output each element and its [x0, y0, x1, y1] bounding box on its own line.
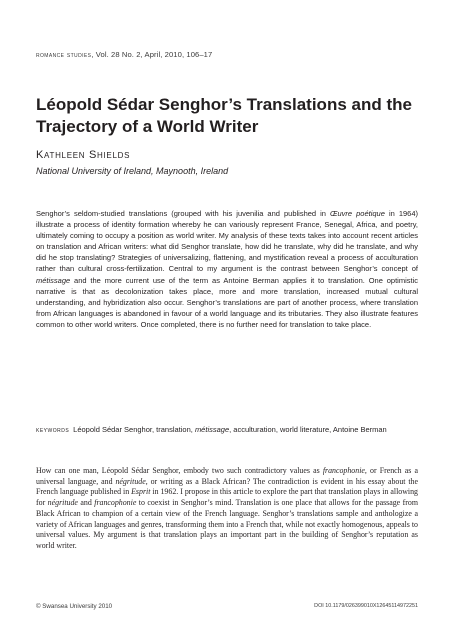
body-paragraph — [36, 466, 418, 552]
keywords-text: , acculturation, world literature, Antoine Berman — [229, 425, 387, 434]
body-text: in 1962. I propose in this article to explore the part that translation plays in allowing for — [36, 487, 418, 508]
abstract-italic-term: métissage — [36, 275, 71, 285]
body-italic: négritude — [115, 476, 146, 486]
journal-volume-issue: , Vol. 28 No. 2, April, 2010, 106–17 — [91, 50, 213, 59]
keywords-label: keywords — [36, 425, 70, 434]
abstract-text: in 1964) illustrate a process of identity formation whereby he can variously represent France, Senegal, Africa, and poetry, ultimately coming to occupy a position as world writer. My analysis of these texts takes into account recent articles on translation and African writers: what did Senghor translate, how did he translate, why did he translate, and why did he stop translating? Strategies of universalizing, flattening, and mystification reveal a process of acculturation rather than cultural cross-fertilization. Central to my argument is the contrast between Senghor’s concept of — [36, 209, 418, 274]
body-text: , or writing as a Black African? The contradiction is evident in his essay about the French language published in — [36, 476, 419, 497]
copyright-notice: © Swansea University 2010 — [36, 603, 113, 610]
body-text: How can one man, Léopold Sédar Senghor, embody two such contradictory values as — [36, 466, 323, 475]
article-title: Léopold Sédar Senghor’s Translations and the Trajectory of a World Writer — [36, 95, 412, 136]
keywords-italic: métissage — [194, 425, 230, 434]
keywords-text: Léopold Sédar Senghor, translation, — [73, 425, 195, 434]
body-text: and — [77, 498, 95, 508]
abstract — [36, 208, 418, 330]
keywords — [36, 424, 418, 435]
journal-citation — [36, 50, 212, 59]
body-italic: Esprit — [131, 487, 151, 497]
author-affiliation: National University of Ireland, Maynooth, Ireland — [36, 166, 229, 176]
article-author: Kathleen Shields — [36, 149, 131, 161]
body-italic: négritude — [47, 498, 78, 508]
abstract-italic-title: Œuvre poétique — [330, 209, 385, 218]
body-text: , or French as a universal language, and — [36, 466, 418, 486]
body-text: to coexist in Senghor’s mind. Translation is one place that allows for the passage from Black African to champion of a certain view of the French language. Senghor’s translations sample and anthologize a variety of African languages and genres, transforming them into a French that, while not exactly homogenous, appeals to universal values. My argument is that translation plays an important part in the building of Senghor’s reputation as world writer. — [36, 498, 418, 550]
abstract-text: and the more current use of the term as Antoine Berman applies it to translation. One optimistic narrative is that as decolonization takes place, more and more translation, increased mutual cultural understanding, and hybridization also occur. Senghor’s translations are part of another process, where translation from African languages is abandoned in favour of a world language and its tributaries. They also illustrate features common to other world writers. Once completed, there is no further need for translation to take place. — [36, 275, 418, 329]
abstract-text: Senghor’s seldom-studied translations (grouped with his juvenilia and published in — [36, 209, 330, 218]
journal-name: romance studies — [36, 50, 92, 59]
body-italic: francophonie — [322, 466, 365, 475]
body-italic: francophonie — [94, 498, 137, 508]
doi-link[interactable]: DOI 10.1179/026399010X12645114972251 — [314, 603, 418, 609]
